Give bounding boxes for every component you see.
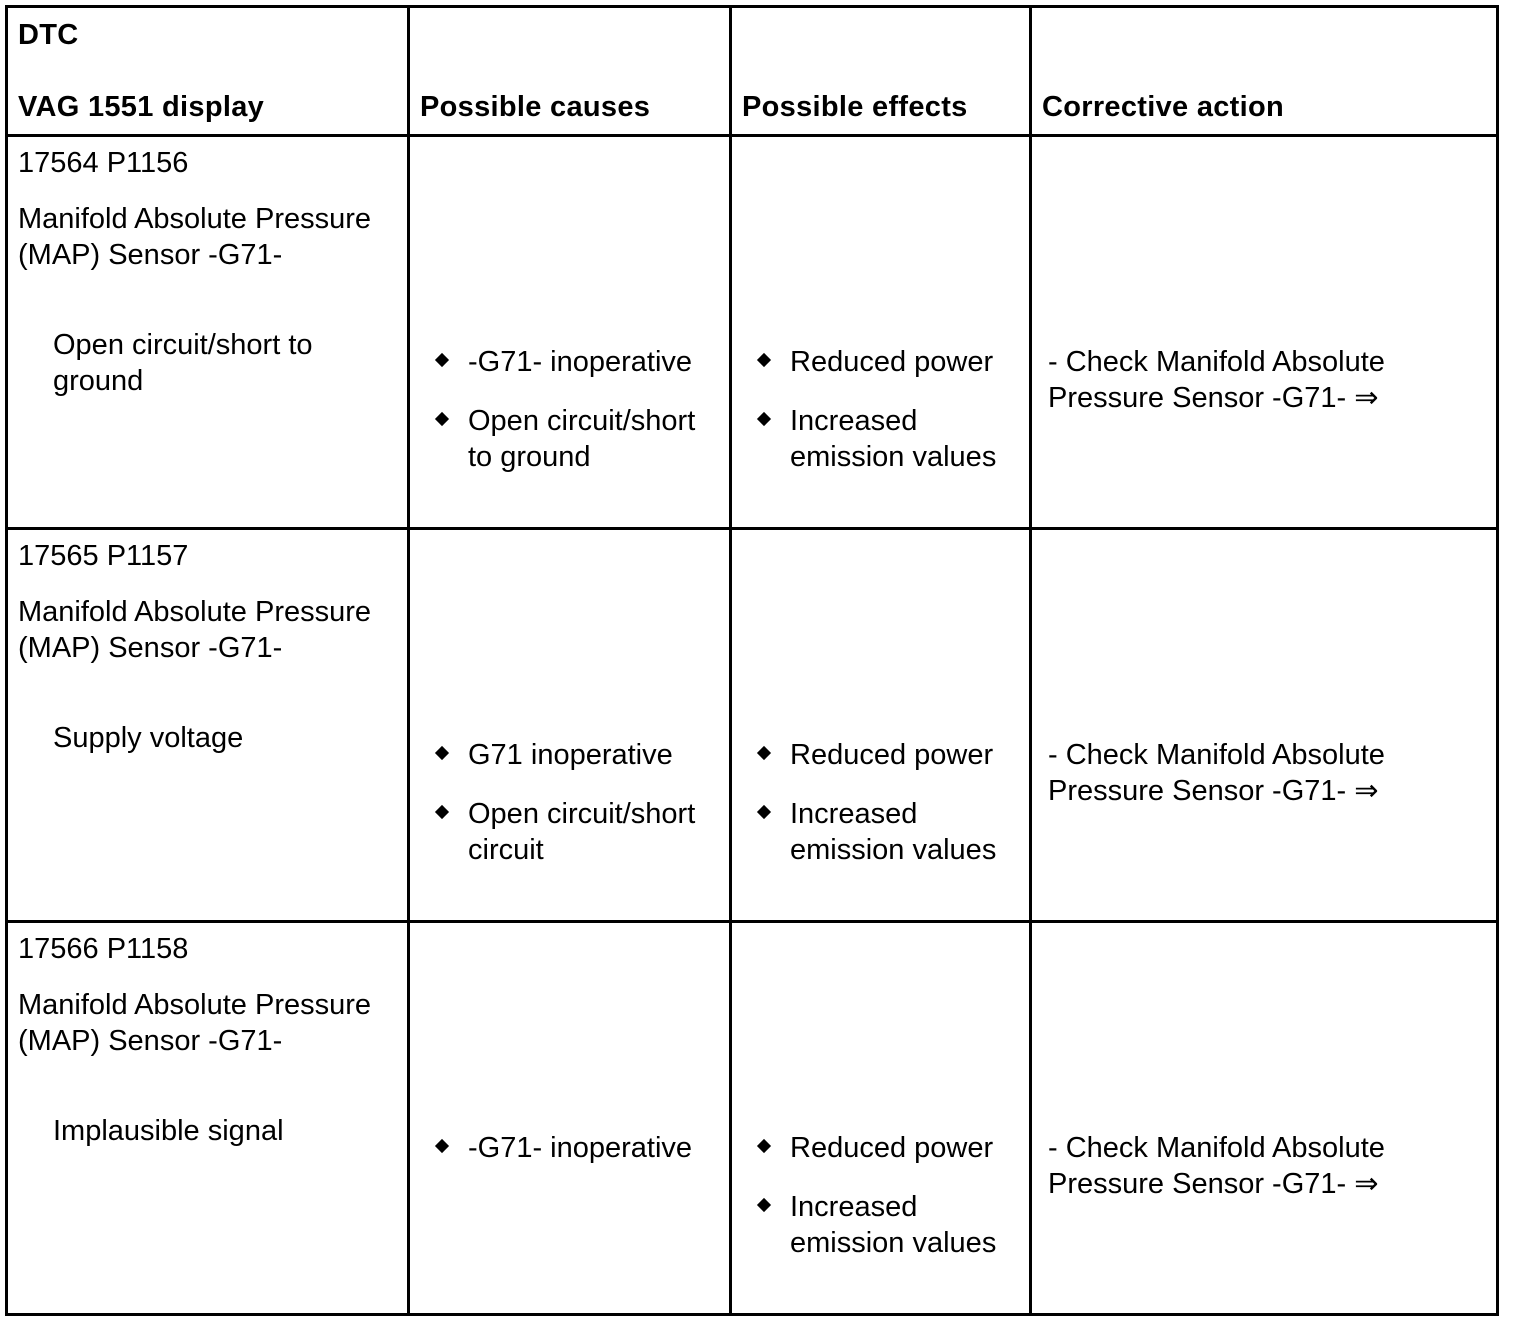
display-cell xyxy=(7,136,409,529)
effect-item xyxy=(754,1189,1030,1261)
effect-text: Increased emission values xyxy=(790,405,997,473)
bullet-diamond-icon xyxy=(435,1139,449,1153)
corrective-action: - Check Manifold Absolute Pressure Sensor -G71- ⇒ xyxy=(1048,1132,1385,1200)
fault-type: Open circuit/short to ground xyxy=(53,329,313,397)
header-effects-cell xyxy=(731,7,1031,136)
table-row xyxy=(7,922,1498,1315)
header-action: Corrective action xyxy=(1042,91,1285,123)
cause-item xyxy=(432,403,718,475)
header-causes: Possible causes xyxy=(420,91,651,123)
cause-text: -G71- inoperative xyxy=(468,346,693,378)
dtc-table xyxy=(5,5,1499,1316)
display-cell xyxy=(7,922,409,1315)
bullet-diamond-icon xyxy=(757,1198,771,1212)
component-name: Manifold Absolute Pressure (MAP) Sensor -G71- xyxy=(18,596,372,664)
header-display: VAG 1551 display xyxy=(18,91,265,123)
effect-item xyxy=(754,737,1030,773)
cause-text: G71 inoperative xyxy=(468,739,673,771)
effect-text: Increased emission values xyxy=(790,1191,997,1259)
cause-item xyxy=(432,1130,718,1166)
header-action-cell xyxy=(1031,7,1498,136)
fault-type: Supply voltage xyxy=(53,722,244,754)
cause-item xyxy=(432,796,718,868)
header-effects: Possible effects xyxy=(742,91,968,123)
effect-item xyxy=(754,403,1030,475)
header-dtc: DTC xyxy=(18,19,79,51)
effects-cell xyxy=(731,136,1031,529)
effects-list xyxy=(754,737,1030,891)
cause-item xyxy=(432,344,718,380)
component-name: Manifold Absolute Pressure (MAP) Sensor -G71- xyxy=(18,203,372,271)
effect-text: Reduced power xyxy=(790,739,994,771)
bullet-diamond-icon xyxy=(757,746,771,760)
bullet-diamond-icon xyxy=(435,805,449,819)
causes-cell xyxy=(409,136,731,529)
cause-text: -G71- inoperative xyxy=(468,1132,693,1164)
bullet-diamond-icon xyxy=(757,805,771,819)
table-row xyxy=(7,529,1498,922)
causes-cell xyxy=(409,529,731,922)
cause-text: Open circuit/short circuit xyxy=(468,798,696,866)
causes-list xyxy=(432,1130,718,1189)
cause-text: Open circuit/short to ground xyxy=(468,405,696,473)
action-cell xyxy=(1031,922,1498,1315)
effects-cell xyxy=(731,529,1031,922)
fault-type: Implausible signal xyxy=(53,1115,284,1147)
action-cell xyxy=(1031,529,1498,922)
component-name: Manifold Absolute Pressure (MAP) Sensor -G71- xyxy=(18,989,372,1057)
dtc-code: 17565 P1157 xyxy=(18,540,189,572)
bullet-diamond-icon xyxy=(757,412,771,426)
cause-item xyxy=(432,737,718,773)
table-row xyxy=(7,136,1498,529)
header-causes-cell xyxy=(409,7,731,136)
effect-item xyxy=(754,344,1030,380)
bullet-diamond-icon xyxy=(757,353,771,367)
effect-text: Increased emission values xyxy=(790,798,997,866)
dtc-code: 17564 P1156 xyxy=(18,147,189,179)
effect-item xyxy=(754,796,1030,868)
causes-list xyxy=(432,344,718,498)
causes-cell xyxy=(409,922,731,1315)
effect-text: Reduced power xyxy=(790,1132,994,1164)
display-cell xyxy=(7,529,409,922)
header-dtc-display xyxy=(7,7,409,136)
corrective-action: - Check Manifold Absolute Pressure Sensor -G71- ⇒ xyxy=(1048,346,1385,414)
bullet-diamond-icon xyxy=(435,412,449,426)
effects-cell xyxy=(731,922,1031,1315)
bullet-diamond-icon xyxy=(435,353,449,367)
effect-text: Reduced power xyxy=(790,346,994,378)
action-cell xyxy=(1031,136,1498,529)
effects-list xyxy=(754,1130,1030,1284)
causes-list xyxy=(432,737,718,891)
table-body xyxy=(7,136,1498,1315)
dtc-code: 17566 P1158 xyxy=(18,933,189,965)
bullet-diamond-icon xyxy=(757,1139,771,1153)
effects-list xyxy=(754,344,1030,498)
corrective-action: - Check Manifold Absolute Pressure Sensor -G71- ⇒ xyxy=(1048,739,1385,807)
effect-item xyxy=(754,1130,1030,1166)
table-header-row xyxy=(7,7,1498,136)
bullet-diamond-icon xyxy=(435,746,449,760)
